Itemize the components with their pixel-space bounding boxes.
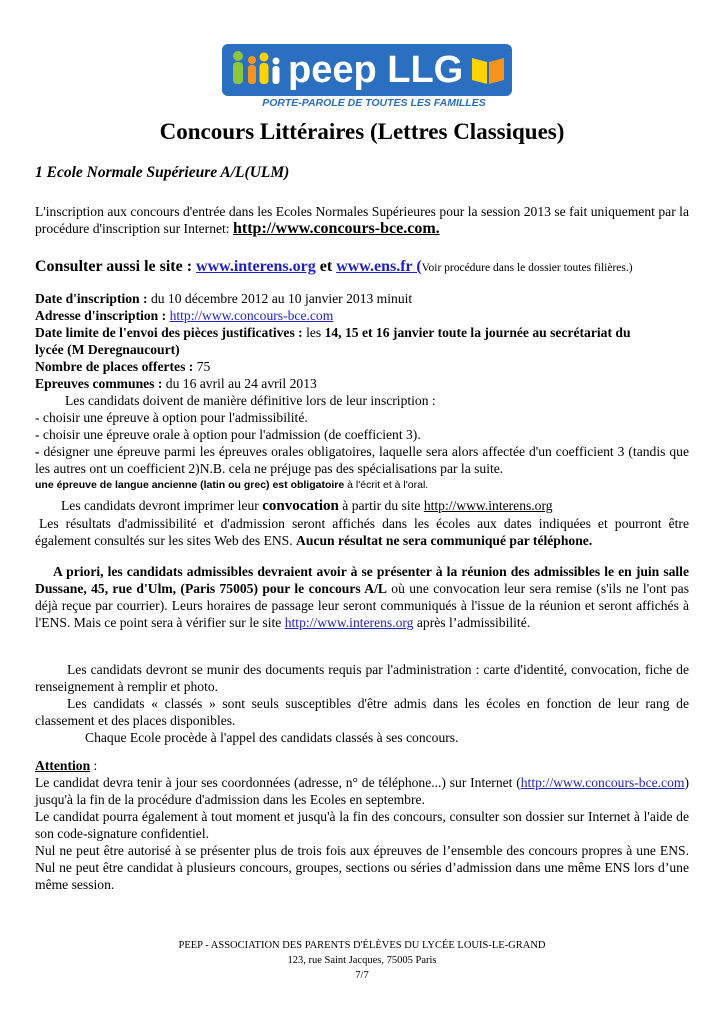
epreuves-label: Epreuves communes :	[35, 376, 166, 391]
attention-heading-line	[35, 757, 689, 774]
page-title: Concours Littéraires (Lettres Classiques)	[159, 119, 565, 144]
limit-value: 14, 15 et 16 janvier toute la journée au secrétariat du	[324, 325, 631, 340]
places-label: Nombre de places offertes :	[35, 359, 197, 374]
attention-section	[35, 757, 689, 893]
footer-address: 123, rue Saint Jacques, 75005 Paris	[287, 955, 437, 966]
places-line	[35, 358, 689, 375]
convocation-line	[35, 497, 689, 515]
limit-les: les	[306, 325, 325, 340]
interens-link[interactable]: www.interens.org	[196, 258, 316, 275]
limit-line-2: lycée (M Deregnaucourt)	[35, 342, 180, 357]
ens-link[interactable]: www.ens.fr	[336, 258, 413, 275]
places-value: 75	[196, 359, 211, 374]
results-paragraph	[35, 515, 689, 549]
attention-link[interactable]: http://www.concours-bce.com	[520, 775, 685, 790]
family-figures-icon	[228, 48, 284, 92]
logo-tagline: PORTE-PAROLE DE TOUTES LES FAMILLES	[262, 97, 486, 109]
documents-p3: Chaque Ecole procède à l'appel des candidats classés à ses concours.	[85, 730, 459, 745]
attention-p1-start: Le candidat devra tenir à jour ses coordonnées (adresse, n° de téléphone...) sur Internet (	[35, 775, 521, 790]
convocation-paragraph	[35, 497, 689, 549]
documents-section	[35, 661, 689, 746]
epreuves-line	[35, 375, 689, 392]
page-number: 7/7	[355, 970, 369, 981]
attention-p1	[35, 774, 689, 808]
address-link[interactable]: http://www.concours-bce.com	[169, 308, 334, 323]
choice-item-3-dash: -	[35, 444, 40, 459]
attention-p1-end: ) jusqu'à la fin de la procédure d'admission dans les Ecoles en septembre.	[35, 775, 689, 807]
results-text: Les résultats d'admissibilité et d'admission seront affichés dans les écoles aux dates indiquées et pourront être également consultés sur les sites Web des ENS.	[35, 516, 689, 548]
intro-paragraph	[35, 203, 689, 237]
footer-association: PEEP - ASSOCIATION DES PARENTS D'ÉLÈVES DU LYCÉE LOUIS-LE-GRAND	[178, 940, 546, 951]
concours-bce-link[interactable]: http://www.concours-bce.com.	[233, 220, 440, 237]
date-value: du 10 décembre 2012 au 10 janvier 2013 minuit	[150, 291, 413, 306]
language-bold: une épreuve de langue ancienne (latin ou grec) est obligatoire	[35, 479, 345, 491]
consult-and: et	[315, 258, 337, 275]
documents-p1: Les candidats devront se munir des documents requis par l'administration : carte d'identité, convocation, fiche de renseignement à remplir et photo.	[35, 662, 689, 694]
logo-text: peep LLG	[288, 49, 464, 91]
consult-line	[35, 258, 633, 276]
attention-label: Attention	[35, 758, 91, 773]
choice-item-1: - choisir une épreuve à option pour l'admissibilité.	[35, 410, 308, 425]
book-icon	[468, 52, 508, 88]
attention-p2: Le candidat pourra également à tout moment et jusqu'à la fin des concours, consulter son dossier sur Internet à l'aide de son code-signature confidentiel.	[35, 809, 689, 841]
attention-colon: :	[90, 758, 98, 773]
attention-p3: Nul ne peut être autorisé à se présenter plus de trois fois aux épreuves de l’ensemble des concours propres à une ENS. Nul ne peut être candidat à plusieurs concours, groupes, sections ou séries d’admission dans une même ENS lors d’une même session.	[35, 843, 689, 892]
apriori-rest: où une convocation leur sera remise (s'ils ne l'ont pas déjà reçue par courrier). Leurs horaires de passage leur seront communiqués à l'issue de la réunion et seront affichés à l'ENS. Mais ce point sera à vérifier sur le site	[35, 581, 689, 630]
convocation-start: Les candidats devront imprimer leur	[61, 498, 263, 513]
peep-logo	[222, 44, 512, 112]
apriori-paragraph	[35, 563, 689, 631]
epreuves-value: du 16 avril au 24 avril 2013	[165, 376, 317, 391]
limit-line	[35, 324, 689, 341]
consult-note: Voir procédure dans le dossier toutes filières.)	[421, 262, 633, 274]
address-label: Adresse d'inscription :	[35, 308, 170, 323]
intro-text: L'inscription aux concours d'entrée dans les Ecoles Normales Supérieures pour la session 2013 se fait uniquement par la procédure d'inscription sur Internet:	[35, 204, 689, 236]
documents-p2: Les candidats « classés » sont seuls susceptibles d'être admis dans les écoles en fonction de leur rang de classement et des places disponibles.	[35, 696, 689, 728]
inscription-details	[35, 290, 689, 494]
choices-intro: Les candidats doivent de manière définitive lors de leur inscription :	[65, 393, 436, 408]
apriori-link[interactable]: http://www.interens.org	[284, 615, 414, 630]
language-rest: à l'écrit et à l'oral.	[344, 479, 429, 491]
choice-item-2: - choisir une épreuve orale à option pour l'admission (de coefficient 3).	[35, 427, 421, 442]
section-heading: 1 Ecole Normale Supérieure A/L(ULM)	[35, 164, 290, 181]
ens-link-paren[interactable]: (	[412, 258, 422, 275]
date-label: Date d'inscription :	[35, 291, 151, 306]
choice-item-3-text: désigner une épreuve parmi les épreuves orales obligatoires, laquelle sera alors affectée d'un coefficient 3 (tandis que les autres ont un coefficient 2)N.B. cela ne préjuge pas des spécialisations par la suite.	[35, 444, 689, 476]
address-line	[35, 307, 689, 324]
convocation-bold: convocation	[262, 498, 339, 514]
results-bold: Aucun résultat ne sera communiqué par téléphone.	[296, 533, 593, 548]
convocation-mid: à partir du site	[338, 498, 424, 513]
convocation-link[interactable]: http://www.interens.org	[423, 498, 553, 513]
consult-label: Consulter aussi le site :	[35, 258, 197, 275]
apriori-after: après l’admissibilité.	[413, 615, 531, 630]
apriori-bold: A priori, les candidats admissibles devraient avoir à se présenter à la réunion des admissibles le en juin salle Dussane, 45, rue d'Ulm, (Paris 75005) pour le concours A/L	[35, 564, 689, 596]
limit-label: Date limite de l'envoi des pièces justificatives :	[35, 325, 307, 340]
choice-item-3	[35, 443, 689, 477]
language-requirement	[35, 477, 689, 494]
date-inscription-line	[35, 290, 689, 307]
